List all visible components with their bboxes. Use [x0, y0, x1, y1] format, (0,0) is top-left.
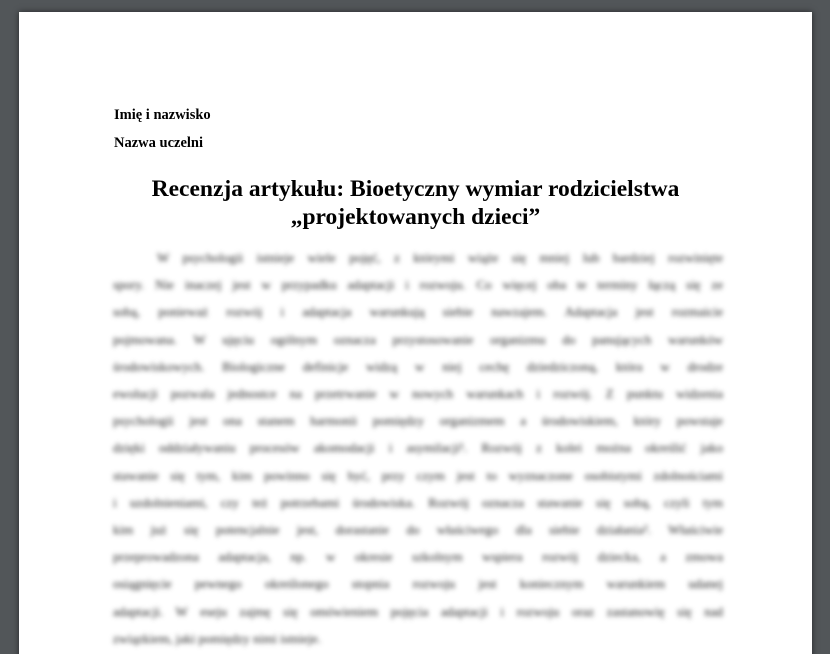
body-line: osiągnięcie pewnego określonego stopnia rozwoju jest koniecznym warunkiem udanej: [113, 576, 723, 592]
body-line: adaptacji. W eseju zajmę się omówieniem pojęcia adaptacji i rozwoju oraz zastanowię się nad: [113, 603, 723, 619]
document-title-line-1: Recenzja artykułu: Bioetyczny wymiar rodzicielstwa: [151, 176, 680, 202]
body-line: pojmowana. W ujęciu ogólnym oznacza przystosowanie organizmu do panujących warunków: [113, 331, 723, 347]
body-line: spory. Nie inaczej jest w przypadku adaptacji i rozwoju. Co więcej oba te terminy łączą się ze: [113, 277, 723, 293]
document-body: [113, 244, 723, 652]
body-line: psychologii jest ona stanem harmonii pomiędzy organizmem a środowiskiem, który powstaje: [113, 413, 723, 429]
body-line: związkiem, jaki pomiędzy nimi istnieje.: [113, 630, 321, 646]
author-name: Imię i nazwisko: [114, 107, 211, 123]
university-name: Nazwa uczelni: [114, 135, 203, 151]
document-title-line-2: „projektowanych dzieci”: [290, 204, 541, 230]
body-line: W psychologii istnieje wiele pojęć, z którymi wiąże się mniej lub bardziej rozwinięte: [157, 250, 723, 265]
body-line: sobą, ponieważ rozwój i adaptacja warunkują siebie nawzajem. Adaptacja jest rozmaicie: [113, 304, 723, 320]
body-line: przeprowadzona adaptacja, np. w okresie szkolnym wspiera rozwój dziecka, a zmowa: [113, 549, 723, 565]
body-line: i uzdolnieniami, czy też potrzebami środowiska. Rozwój oznacza stawanie się sobą, czyli tym: [113, 494, 723, 510]
body-line: środowiskowych. Biologiczne definicje widzą w niej cechę dziedziczoną, która w drodze: [113, 358, 723, 374]
document-page: [19, 12, 812, 654]
body-line: ewolucji pozwala jednostce na przetrwanie w nowych warunkach i rozwój. Z punktu widzenia: [113, 386, 723, 402]
body-line: stawanie się tym, kim powinno się być, przy czym jest to wyznaczone osobistymi zdolnościami: [113, 467, 723, 483]
body-line: kim już się potencjalnie jest, dorastanie do właściwego dla siebie działania². Właściwie: [113, 522, 723, 538]
body-line: dzięki oddziaływaniu procesów akomodacji i asymilacji¹. Rozwój z kolei można określić jako: [113, 440, 723, 456]
